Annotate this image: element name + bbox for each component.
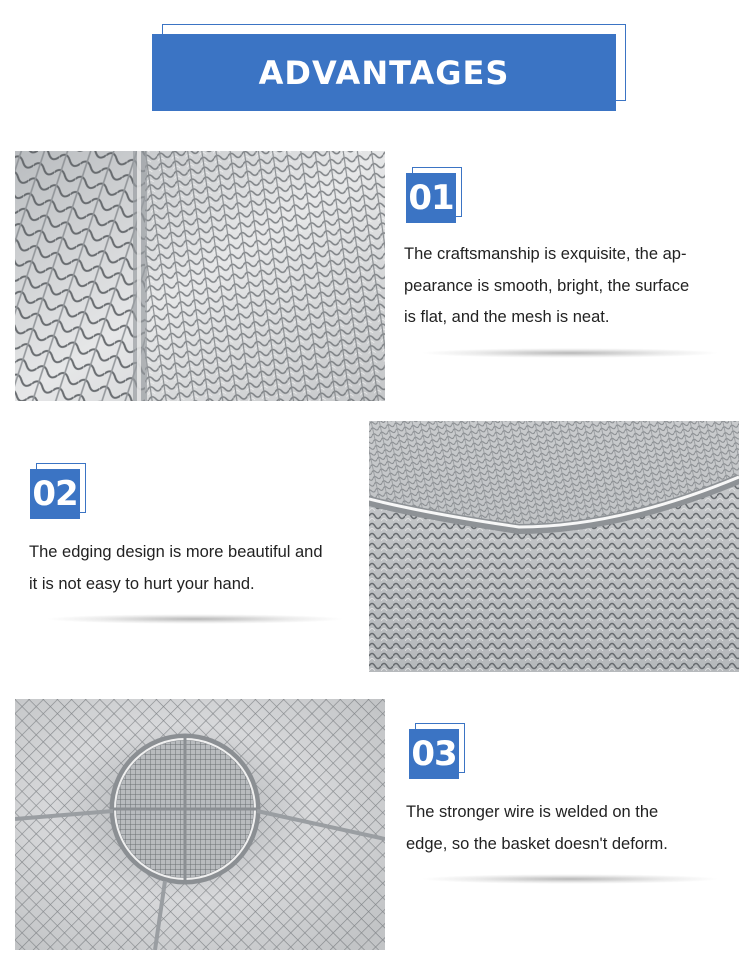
feature-description: The craftsmanship is exquisite, the ap- pearance is smooth, bright, the surface is flat, and the mesh is neat. xyxy=(404,245,690,326)
feature-description: The edging design is more beautiful and it is not easy to hurt your hand. xyxy=(29,543,323,593)
basket-interior-image xyxy=(15,699,385,950)
advantages-header xyxy=(152,24,626,112)
feature-number: 03 xyxy=(411,734,457,774)
feature-description: The stronger wire is welded on the edge, so the basket doesn't deform. xyxy=(406,803,668,853)
feature-number: 01 xyxy=(408,178,454,218)
page-title: ADVANTAGES xyxy=(258,53,510,92)
divider-shadow xyxy=(420,874,720,884)
divider-shadow xyxy=(45,614,345,624)
feature-number-badge xyxy=(406,173,464,231)
mesh-closeup-image xyxy=(15,151,385,401)
divider-shadow xyxy=(420,348,720,358)
feature-number: 02 xyxy=(32,474,78,514)
feature-number-badge xyxy=(409,729,467,787)
basket-edge-image xyxy=(369,421,739,672)
feature-number-badge xyxy=(30,469,88,527)
header-box xyxy=(152,34,616,111)
